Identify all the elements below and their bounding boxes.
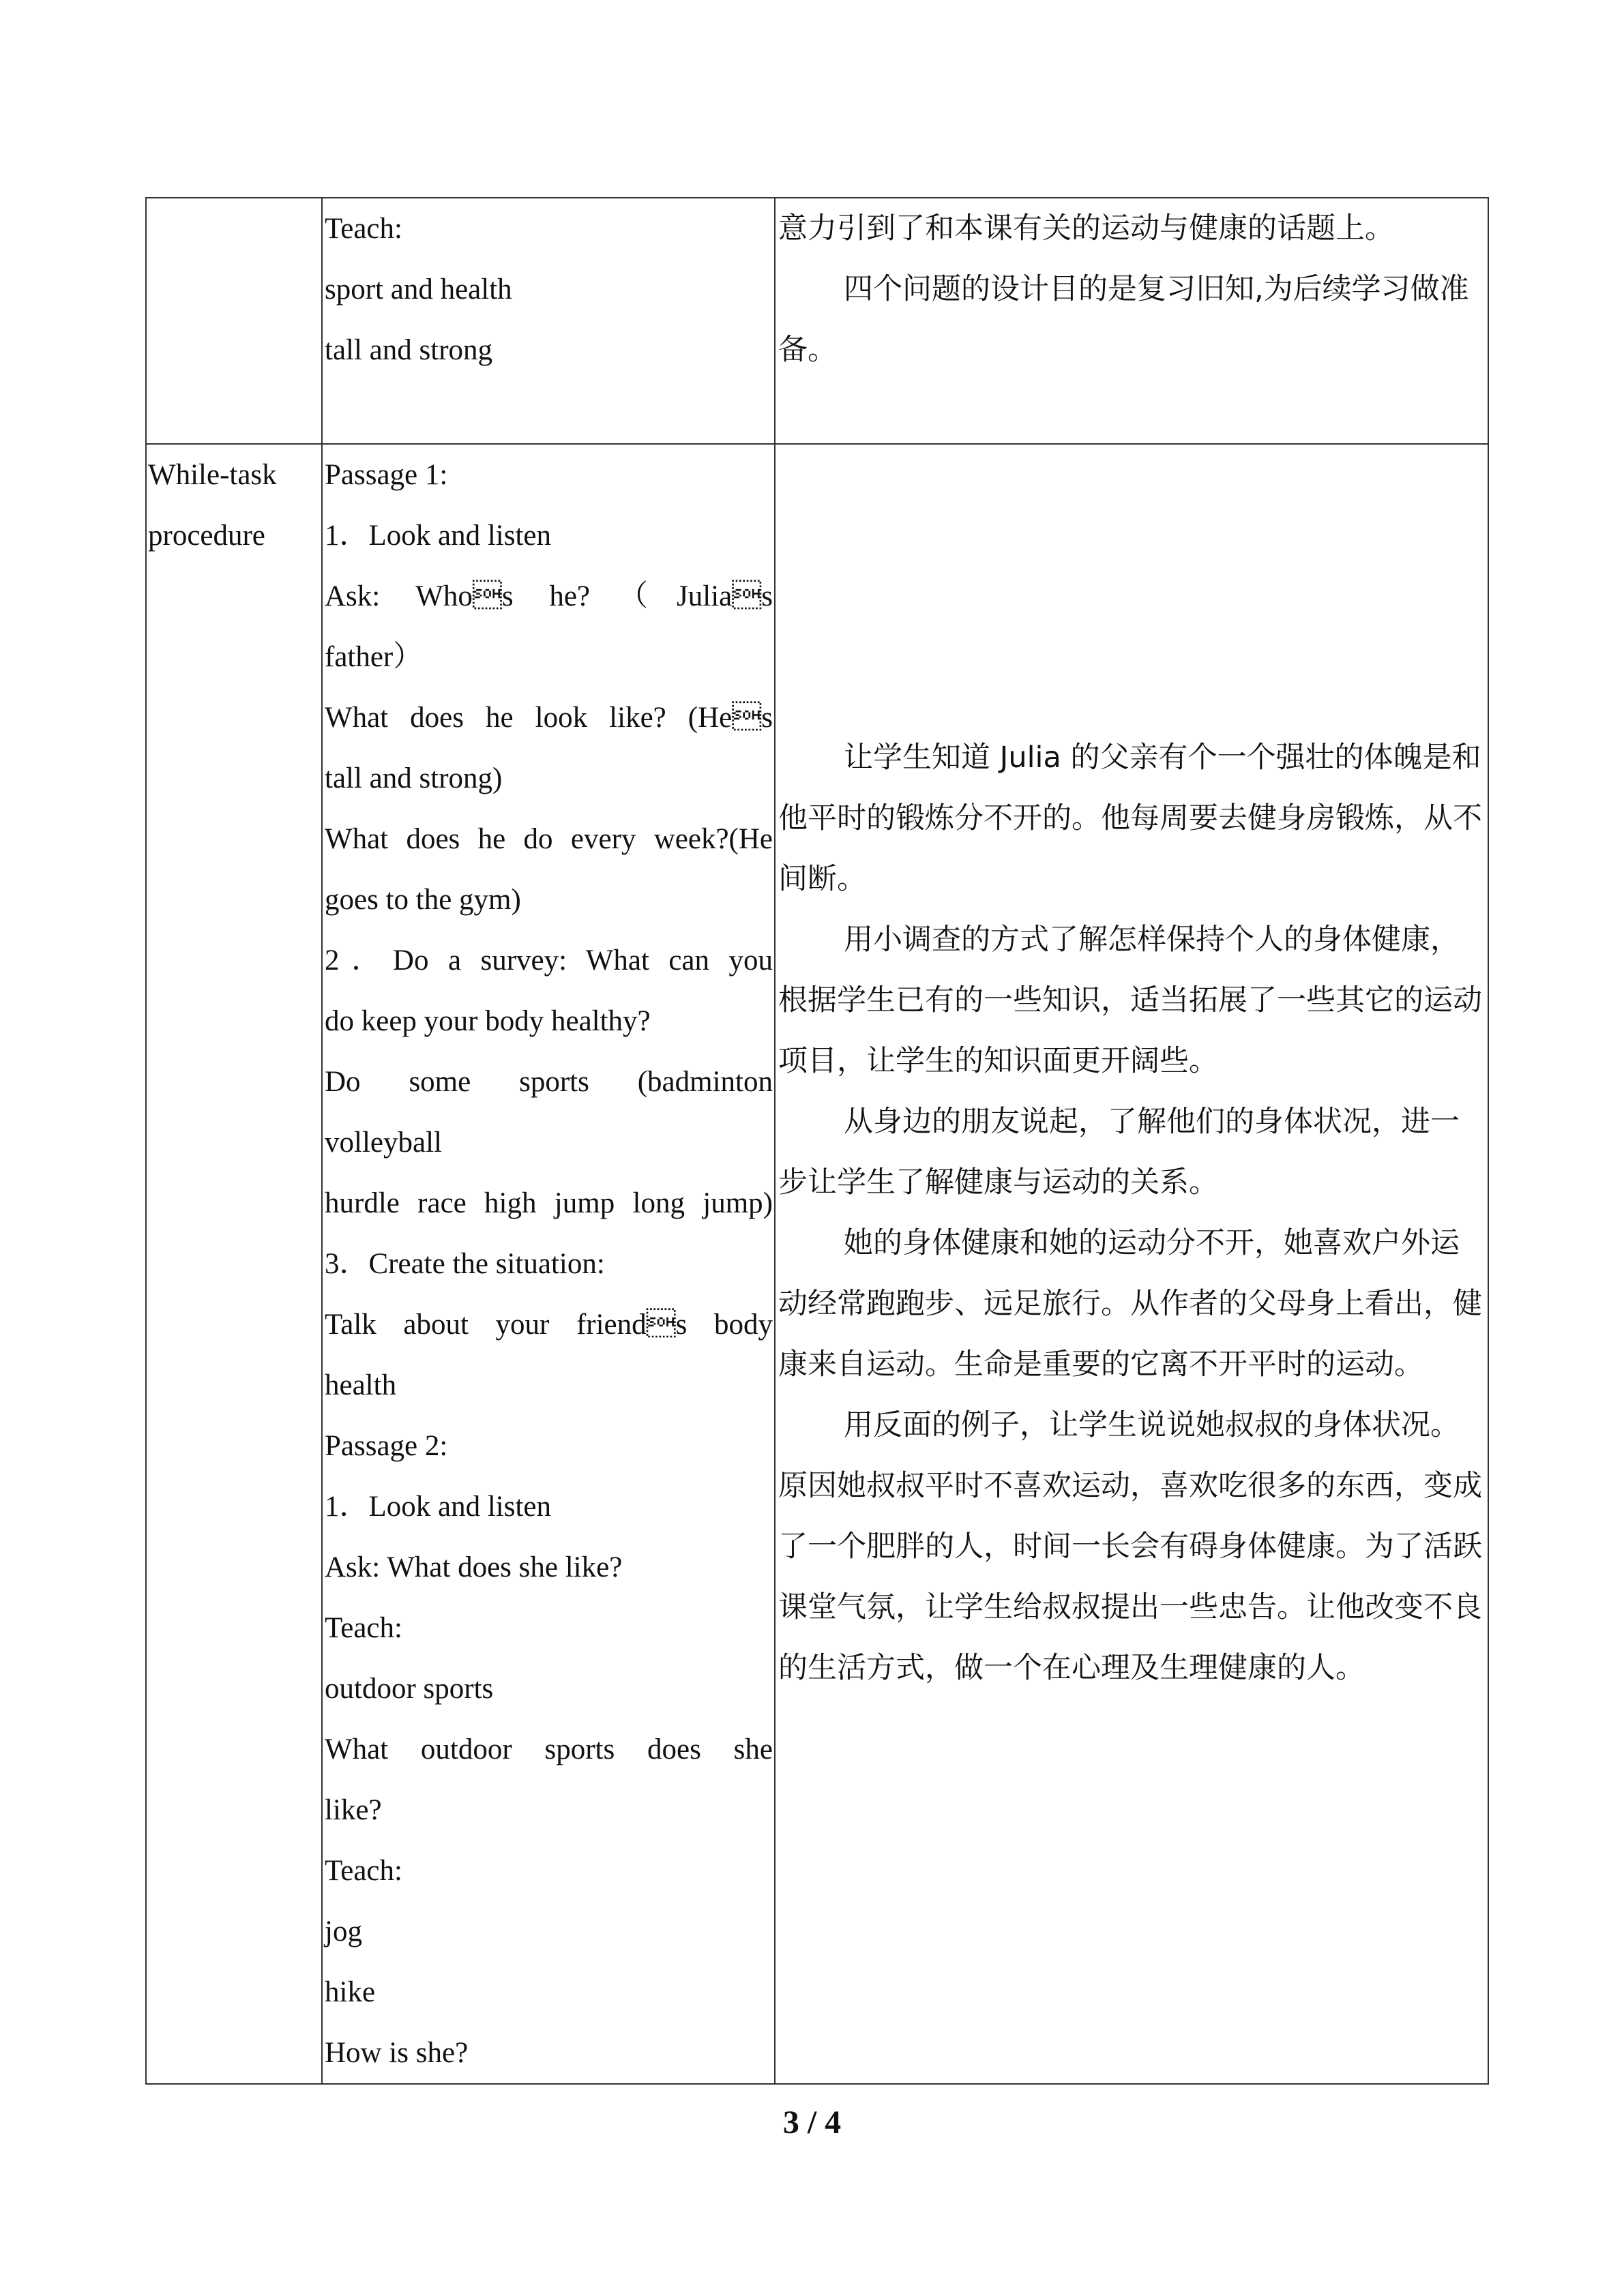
- table-row: [146, 198, 1488, 444]
- lesson-plan-table: [145, 197, 1489, 2085]
- activity-line: goes to the gym): [325, 884, 521, 916]
- activity-line: hurdle race high jump long jump): [325, 1187, 773, 1219]
- activity-line: health: [325, 1369, 397, 1401]
- activity-line: father）: [325, 641, 423, 673]
- note-paragraph: 她的身体健康和她的运动分不开，她喜欢户外运动经常跑跑步、远足旅行。从作者的父母身上看出，健康来自运动。生命是重要的它离不开平时的运动。: [778, 1225, 1482, 1382]
- note-paragraph: 用反面的例子，让学生说说她叔叔的身体状况。原因她叔叔平时不喜欢运动，喜欢吃很多的东西，变成了一个肥胖的人，时间一长会有碍身体健康。为了活跃课堂气氛，让学生给叔叔提出一些忠告。让他改变不良的生活方式，做一个在心理及生理健康的人。: [778, 1407, 1482, 1685]
- activity-line: Passage 2:: [325, 1430, 448, 1462]
- activity-line: hike: [325, 1976, 376, 2008]
- activities-cell: [322, 198, 775, 444]
- activity-line: What outdoor sports does she: [325, 1733, 773, 1765]
- activity-line: Do some sports (badminton: [325, 1066, 773, 1098]
- note-paragraph: 四个问题的设计目的是复习旧知,为后续学习做准备。: [778, 272, 1469, 367]
- notes-cell: [775, 198, 1488, 444]
- activity-line: Teach:: [325, 1855, 402, 1887]
- activities-cell: [322, 444, 775, 2084]
- stage-label: procedure: [148, 520, 265, 552]
- activity-line: tall and strong): [325, 762, 503, 794]
- note-paragraph: 让学生知道 Julia 的父亲有个一个强壮的体魄是和他平时的锻炼分不开的。他每周要去健身房锻炼，从不间断。: [778, 740, 1482, 896]
- stage-label: While-task: [148, 459, 277, 491]
- stage-cell: [146, 444, 322, 2084]
- activity-line: How is she?: [325, 2037, 469, 2069]
- table-row: [146, 444, 1488, 2084]
- activity-line: Teach:: [325, 213, 402, 245]
- activity-line: do keep your body healthy?: [325, 1005, 651, 1037]
- activity-line: What does he do every week?(He: [325, 823, 773, 855]
- activity-line: outdoor sports: [325, 1673, 494, 1705]
- activity-line: 3．Create the situation:: [325, 1248, 605, 1280]
- note-paragraph: 意力引到了和本课有关的运动与健康的话题上。: [778, 211, 1394, 245]
- note-paragraph: 用小调查的方式了解怎样保持个人的身体健康，根据学生已有的一些知识，适当拓展了一些其它的运动项目，让学生的知识面更开阔些。: [778, 922, 1482, 1078]
- page-number: 3 / 4: [782, 2104, 842, 2141]
- note-paragraph: 从身边的朋友说起，了解他们的身体状况，进一步让学生了解健康与运动的关系。: [778, 1104, 1460, 1199]
- activity-line: sport and health: [325, 273, 512, 305]
- activity-line: tall and strong: [325, 334, 493, 366]
- activity-line: What does he look like? (Hes: [325, 702, 773, 734]
- notes-block: [776, 728, 1488, 1699]
- activity-line: Talk about your friends body: [325, 1309, 773, 1341]
- activity-line: volleyball: [325, 1127, 442, 1159]
- activity-line: 1．Look and listen: [325, 520, 552, 552]
- activity-line: jog: [325, 1915, 362, 1948]
- notes-cell: [775, 444, 1488, 2084]
- activity-line: Teach:: [325, 1612, 402, 1644]
- activity-line: Passage 1:: [325, 459, 448, 491]
- activity-line: 2．Do a survey: What can you: [325, 944, 773, 976]
- activity-line: Ask: What does she like?: [325, 1551, 623, 1583]
- activity-line: 1．Look and listen: [325, 1491, 552, 1523]
- activity-line: Ask: Whos he?（Julias: [325, 580, 773, 612]
- stage-cell: [146, 198, 322, 444]
- activity-line: like?: [325, 1794, 382, 1826]
